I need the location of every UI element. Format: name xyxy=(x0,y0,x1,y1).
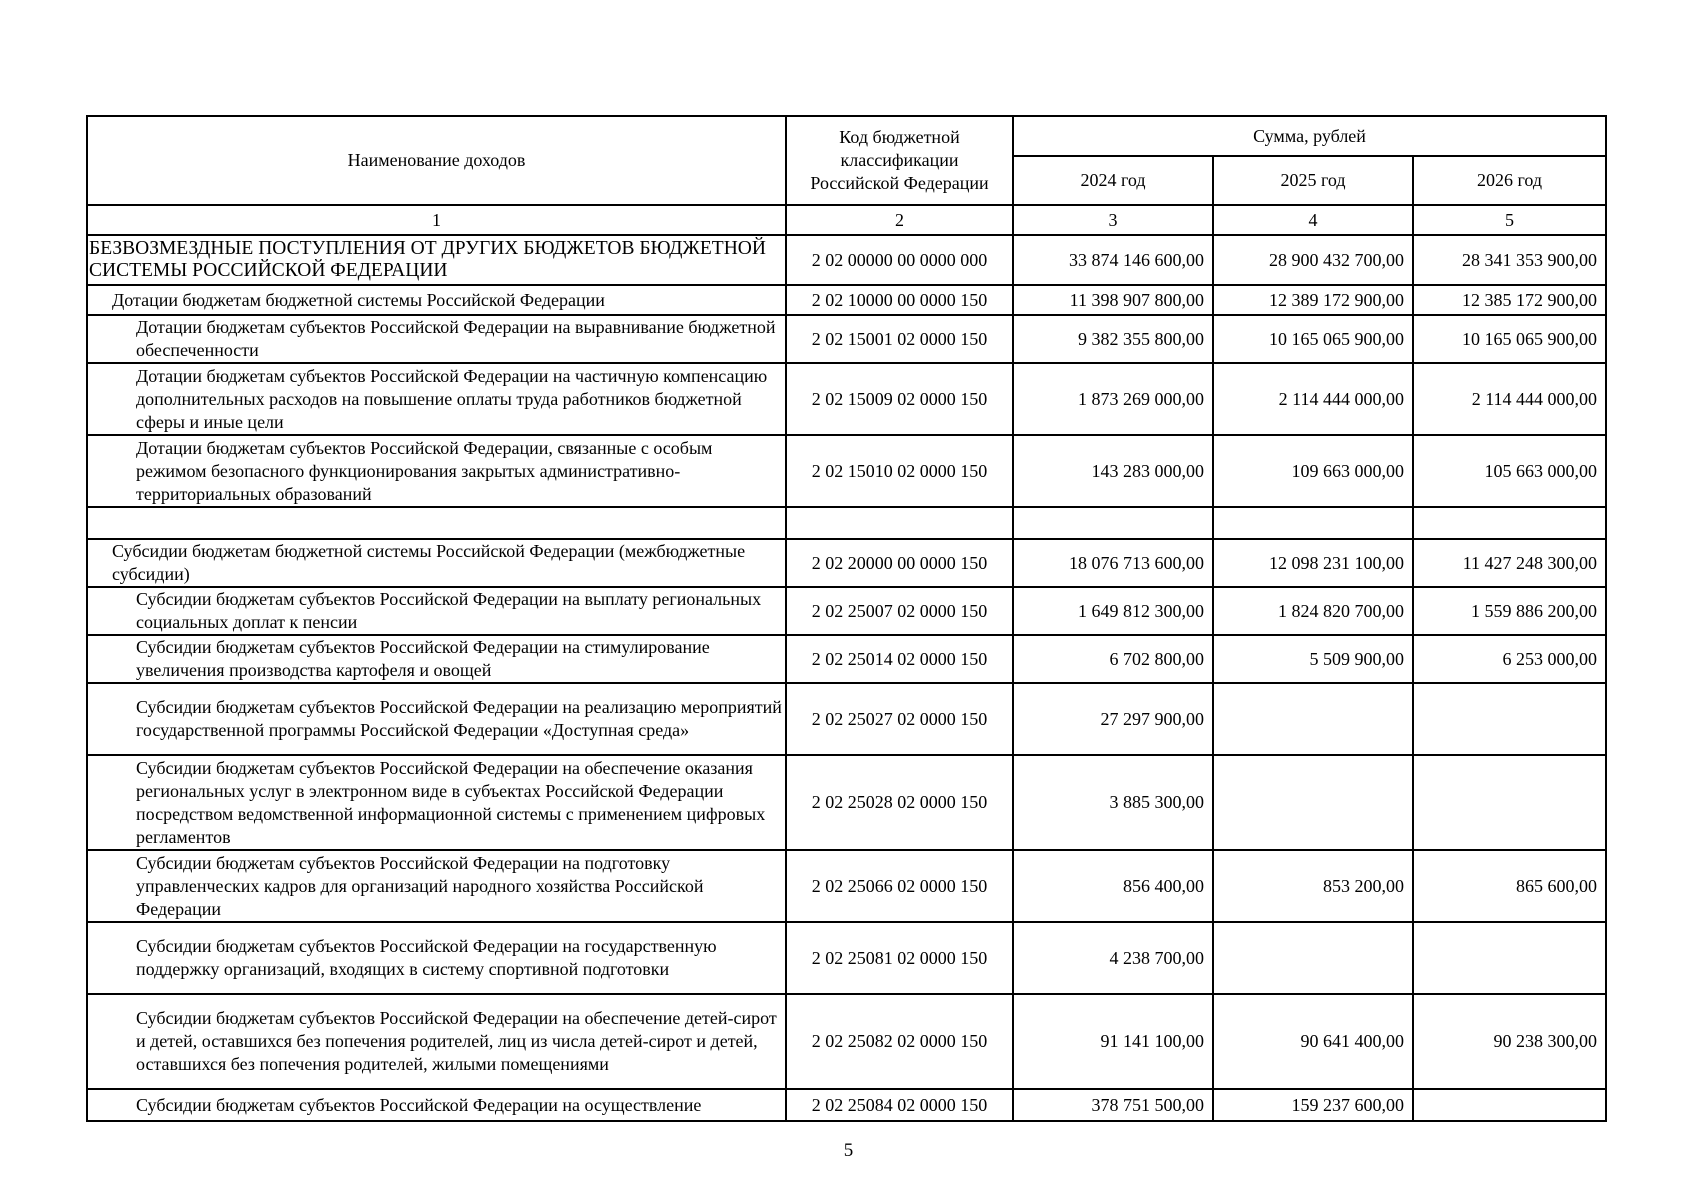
table-row xyxy=(87,285,1606,315)
row-amount-2026 xyxy=(1413,683,1606,755)
table-row xyxy=(87,539,1606,587)
row-amount-2025 xyxy=(1213,507,1413,539)
row-name: Субсидии бюджетам субъектов Российской Федерации на государственную поддержку организаций, входящих в систему спортивной подготовки xyxy=(87,922,786,994)
row-amount-2024: 856 400,00 xyxy=(1013,850,1213,922)
row-name: Субсидии бюджетам субъектов Российской Федерации на реализацию мероприятий государственной программы Российской Федерации «Доступная среда» xyxy=(87,683,786,755)
row-amount-2024: 1 873 269 000,00 xyxy=(1013,363,1213,435)
header-year-2026: 2026 год xyxy=(1413,156,1606,205)
row-name: Субсидии бюджетам субъектов Российской Федерации на подготовку управленческих кадров для организаций народного хозяйства Российской Федерации xyxy=(87,850,786,922)
row-name: БЕЗВОЗМЕЗДНЫЕ ПОСТУПЛЕНИЯ ОТ ДРУГИХ БЮДЖЕТОВ БЮДЖЕТНОЙ СИСТЕМЫ РОССИЙСКОЙ ФЕДЕРАЦИИ xyxy=(87,235,786,285)
row-amount-2024: 9 382 355 800,00 xyxy=(1013,315,1213,363)
header-sum: Сумма, рублей xyxy=(1013,116,1606,156)
row-amount-2025 xyxy=(1213,755,1413,850)
page-number: 5 xyxy=(843,1140,854,1161)
row-code: 2 02 25014 02 0000 150 xyxy=(786,635,1013,683)
row-amount-2026 xyxy=(1413,1089,1606,1121)
col-number-4: 4 xyxy=(1213,205,1413,235)
table-row xyxy=(87,587,1606,635)
row-amount-2026 xyxy=(1413,507,1606,539)
row-code: 2 02 00000 00 0000 000 xyxy=(786,235,1013,285)
row-name: Субсидии бюджетам бюджетной системы Российской Федерации (межбюджетные субсидии) xyxy=(87,539,786,587)
row-amount-2026: 6 253 000,00 xyxy=(1413,635,1606,683)
header-code: Код бюджетной классификации Российской Федерации xyxy=(786,116,1013,205)
row-amount-2024: 33 874 146 600,00 xyxy=(1013,235,1213,285)
budget-revenue-table xyxy=(86,115,1607,1122)
col-number-5: 5 xyxy=(1413,205,1606,235)
row-amount-2025: 90 641 400,00 xyxy=(1213,994,1413,1089)
row-code: 2 02 25082 02 0000 150 xyxy=(786,994,1013,1089)
row-amount-2026: 2 114 444 000,00 xyxy=(1413,363,1606,435)
row-amount-2024: 91 141 100,00 xyxy=(1013,994,1213,1089)
row-amount-2026: 105 663 000,00 xyxy=(1413,435,1606,507)
header-year-2024: 2024 год xyxy=(1013,156,1213,205)
row-amount-2026: 90 238 300,00 xyxy=(1413,994,1606,1089)
table-row xyxy=(87,994,1606,1089)
row-code: 2 02 20000 00 0000 150 xyxy=(786,539,1013,587)
row-code: 2 02 10000 00 0000 150 xyxy=(786,285,1013,315)
row-code: 2 02 15001 02 0000 150 xyxy=(786,315,1013,363)
row-code: 2 02 25081 02 0000 150 xyxy=(786,922,1013,994)
table-row xyxy=(87,435,1606,507)
row-amount-2025: 1 824 820 700,00 xyxy=(1213,587,1413,635)
row-code: 2 02 25027 02 0000 150 xyxy=(786,683,1013,755)
table-row xyxy=(87,235,1606,285)
row-amount-2026 xyxy=(1413,755,1606,850)
table-row xyxy=(87,850,1606,922)
table-row xyxy=(87,635,1606,683)
row-name: Дотации бюджетам субъектов Российской Федерации на выравнивание бюджетной обеспеченности xyxy=(87,315,786,363)
row-amount-2025: 12 389 172 900,00 xyxy=(1213,285,1413,315)
row-amount-2026: 28 341 353 900,00 xyxy=(1413,235,1606,285)
row-code: 2 02 25066 02 0000 150 xyxy=(786,850,1013,922)
row-code: 2 02 25028 02 0000 150 xyxy=(786,755,1013,850)
table-row xyxy=(87,507,1606,539)
row-code: 2 02 25007 02 0000 150 xyxy=(786,587,1013,635)
row-amount-2026: 865 600,00 xyxy=(1413,850,1606,922)
table-row xyxy=(87,1089,1606,1121)
col-number-3: 3 xyxy=(1013,205,1213,235)
row-amount-2024: 18 076 713 600,00 xyxy=(1013,539,1213,587)
row-name: Субсидии бюджетам субъектов Российской Федерации на стимулирование увеличения производства картофеля и овощей xyxy=(87,635,786,683)
table-row xyxy=(87,315,1606,363)
row-amount-2026 xyxy=(1413,922,1606,994)
header-name: Наименование доходов xyxy=(87,116,786,205)
row-amount-2025: 28 900 432 700,00 xyxy=(1213,235,1413,285)
row-code: 2 02 25084 02 0000 150 xyxy=(786,1089,1013,1121)
row-name: Дотации бюджетам субъектов Российской Федерации, связанные с особым режимом безопасного функционирования закрытых административно-территориальных образований xyxy=(87,435,786,507)
row-amount-2025: 5 509 900,00 xyxy=(1213,635,1413,683)
row-amount-2025 xyxy=(1213,922,1413,994)
row-amount-2024: 6 702 800,00 xyxy=(1013,635,1213,683)
row-amount-2026: 10 165 065 900,00 xyxy=(1413,315,1606,363)
row-amount-2025: 12 098 231 100,00 xyxy=(1213,539,1413,587)
header-year-2025: 2025 год xyxy=(1213,156,1413,205)
row-name: Субсидии бюджетам субъектов Российской Федерации на обеспечение детей-сирот и детей, оставшихся без попечения родителей, лиц из числа детей-сирот и детей, оставшихся без попечения родителей, жилыми помещениями xyxy=(87,994,786,1089)
col-number-1: 1 xyxy=(87,205,786,235)
row-code: 2 02 15010 02 0000 150 xyxy=(786,435,1013,507)
row-amount-2024: 1 649 812 300,00 xyxy=(1013,587,1213,635)
row-amount-2025: 2 114 444 000,00 xyxy=(1213,363,1413,435)
table-row xyxy=(87,755,1606,850)
row-amount-2026: 12 385 172 900,00 xyxy=(1413,285,1606,315)
col-number-2: 2 xyxy=(786,205,1013,235)
row-amount-2024: 27 297 900,00 xyxy=(1013,683,1213,755)
row-name: Субсидии бюджетам субъектов Российской Федерации на осуществление xyxy=(87,1089,786,1121)
row-code: 2 02 15009 02 0000 150 xyxy=(786,363,1013,435)
row-amount-2024: 11 398 907 800,00 xyxy=(1013,285,1213,315)
row-amount-2026: 1 559 886 200,00 xyxy=(1413,587,1606,635)
row-amount-2025: 10 165 065 900,00 xyxy=(1213,315,1413,363)
row-name: Субсидии бюджетам субъектов Российской Федерации на выплату региональных социальных доплат к пенсии xyxy=(87,587,786,635)
row-amount-2026: 11 427 248 300,00 xyxy=(1413,539,1606,587)
table-row xyxy=(87,363,1606,435)
row-name: Дотации бюджетам субъектов Российской Федерации на частичную компенсацию дополнительных расходов на повышение оплаты труда работников бюджетной сферы и иные цели xyxy=(87,363,786,435)
row-amount-2025: 159 237 600,00 xyxy=(1213,1089,1413,1121)
table-row xyxy=(87,922,1606,994)
row-amount-2025: 109 663 000,00 xyxy=(1213,435,1413,507)
row-amount-2024: 4 238 700,00 xyxy=(1013,922,1213,994)
row-amount-2024: 3 885 300,00 xyxy=(1013,755,1213,850)
row-code xyxy=(786,507,1013,539)
table-body xyxy=(87,235,1606,1121)
table-row xyxy=(87,683,1606,755)
row-amount-2024 xyxy=(1013,507,1213,539)
row-amount-2025 xyxy=(1213,683,1413,755)
row-name: Субсидии бюджетам субъектов Российской Федерации на обеспечение оказания региональных услуг в электронном виде в субъектах Российской Федерации посредством ведомственной информационной системы с применением цифровых регламентов xyxy=(87,755,786,850)
row-name xyxy=(87,507,786,539)
row-amount-2025: 853 200,00 xyxy=(1213,850,1413,922)
row-amount-2024: 378 751 500,00 xyxy=(1013,1089,1213,1121)
row-name: Дотации бюджетам бюджетной системы Российской Федерации xyxy=(87,285,786,315)
row-amount-2024: 143 283 000,00 xyxy=(1013,435,1213,507)
